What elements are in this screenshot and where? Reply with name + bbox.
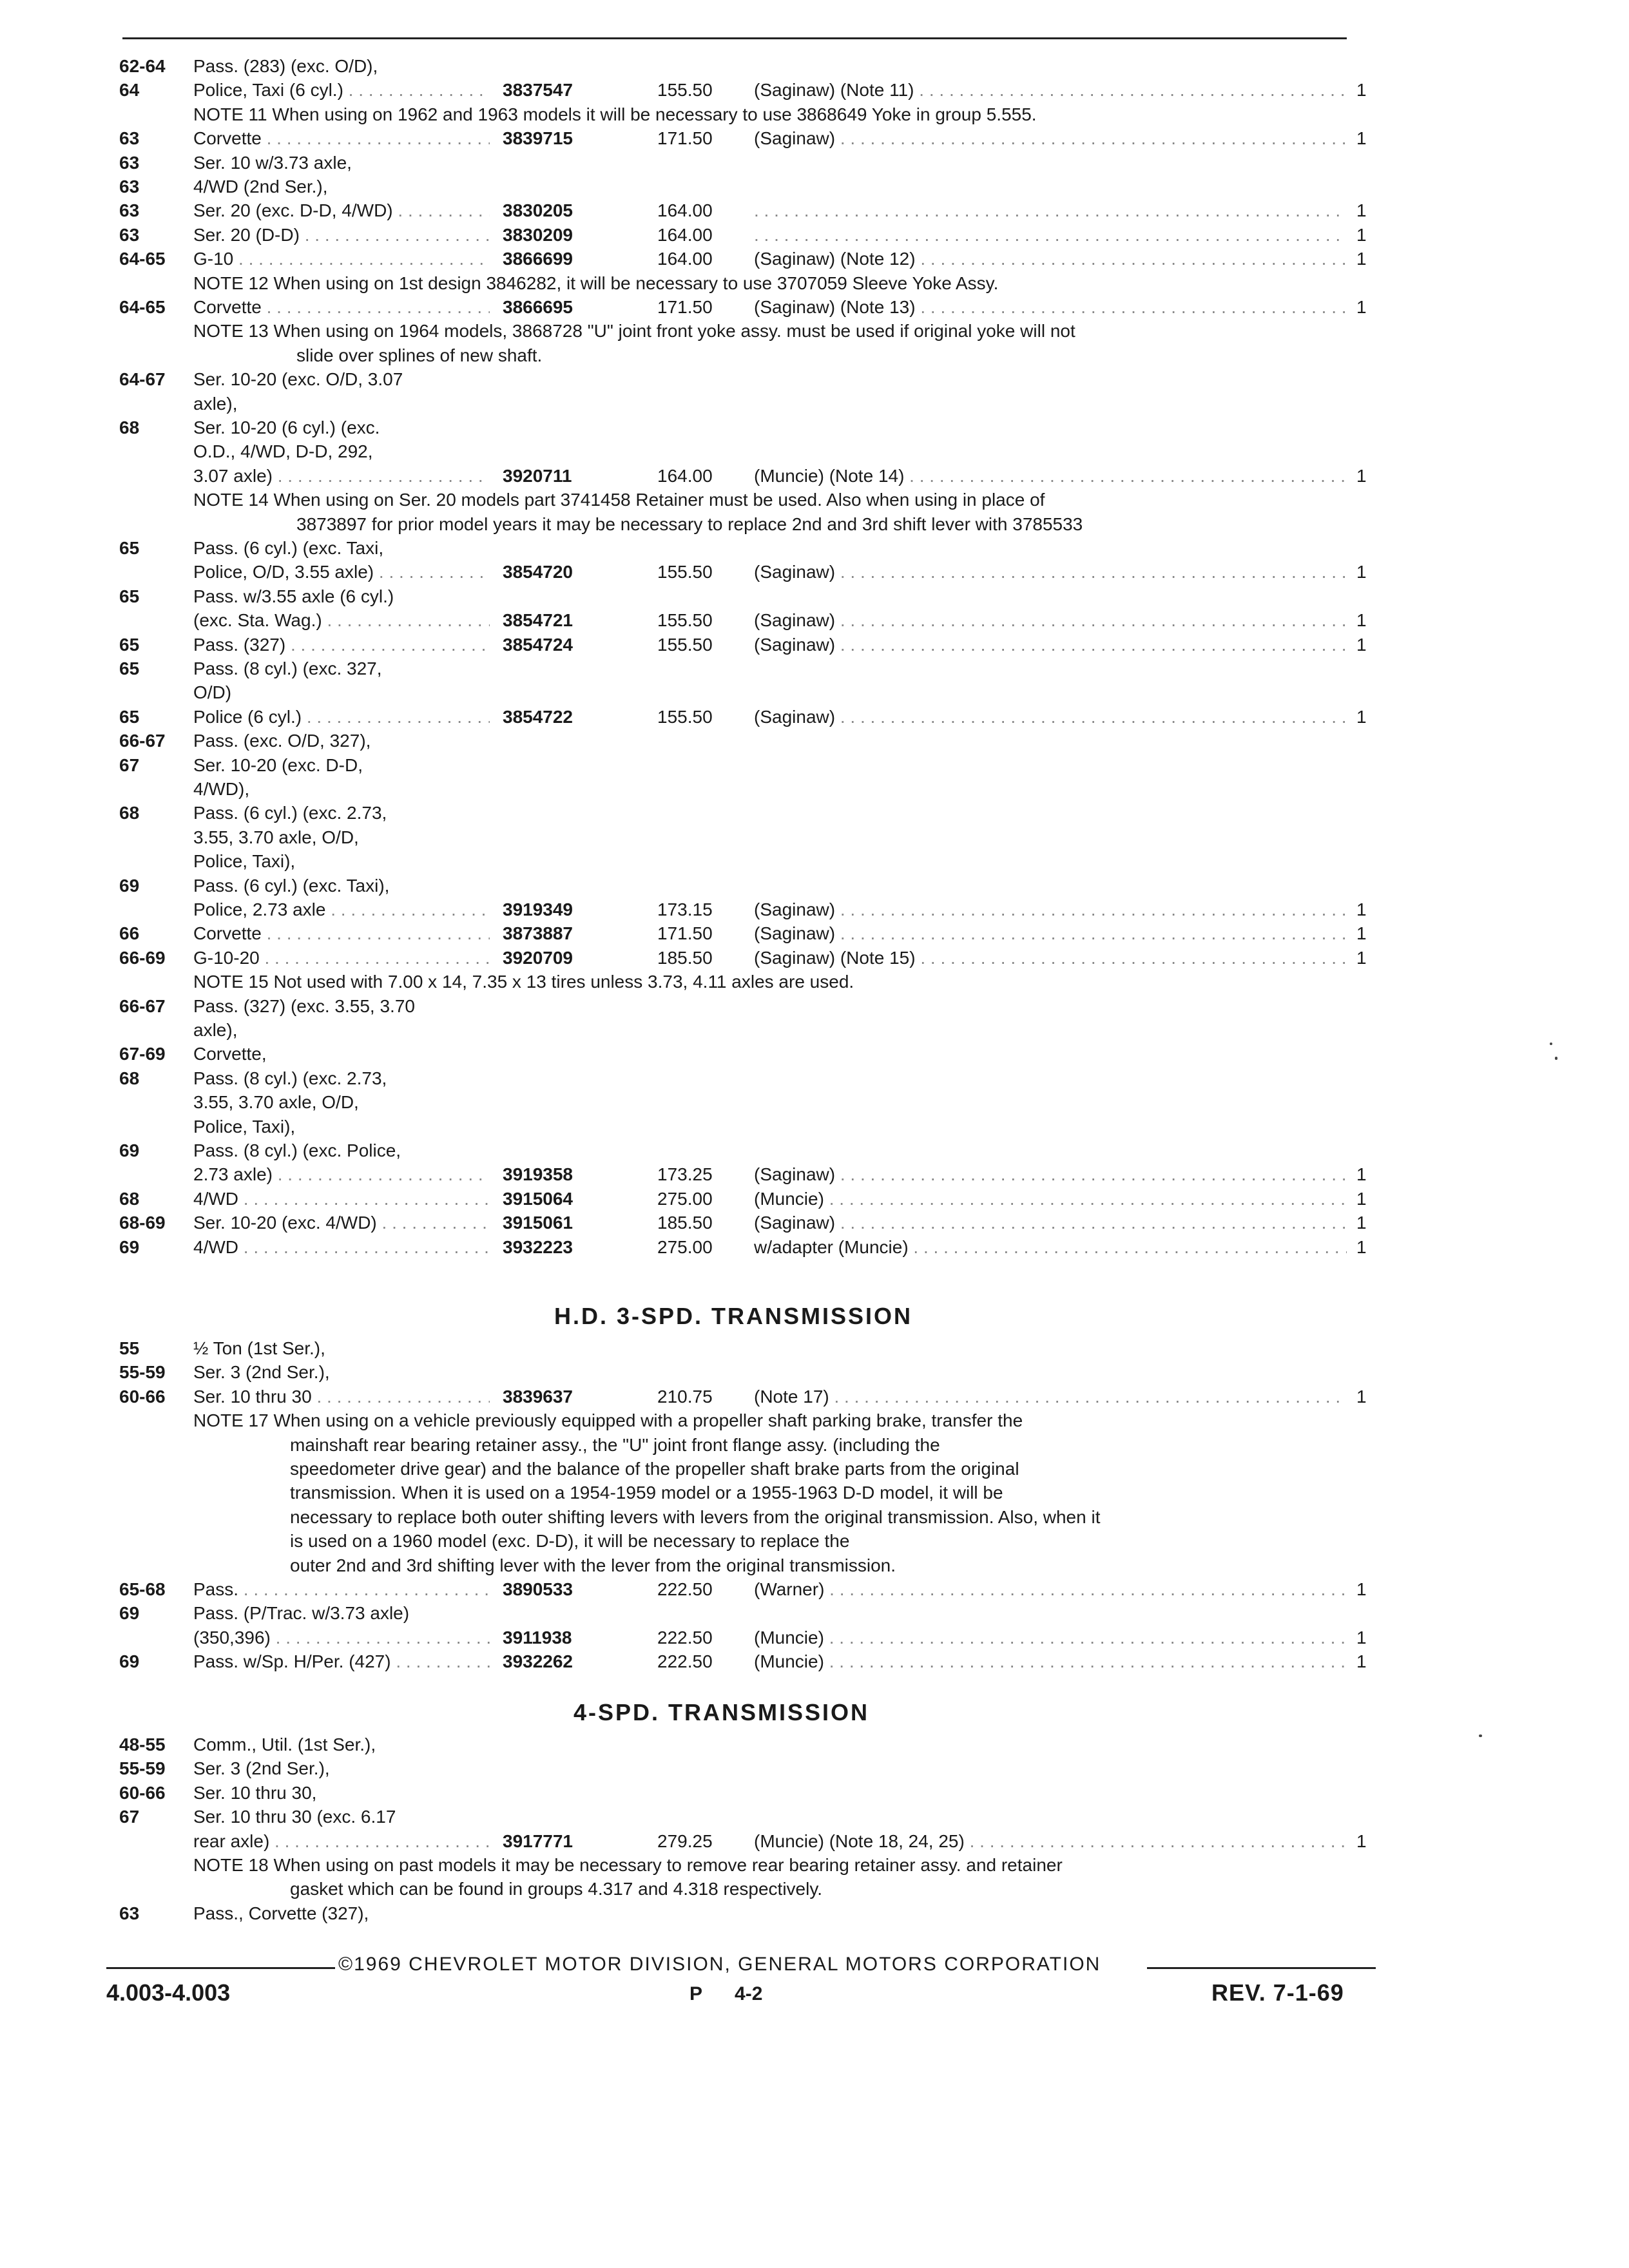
- list-item: [0, 1361, 1629, 1387]
- quantity: 1: [1356, 465, 1367, 486]
- application-description: Ser. 10 thru 30,: [193, 1782, 317, 1803]
- quantity: 1: [1356, 1651, 1367, 1672]
- application-description: O.D., 4/WD, D-D, 292,: [193, 441, 373, 462]
- application-description: 4/WD (2nd Ser.),: [193, 177, 328, 197]
- model-year: 66-69: [119, 947, 166, 968]
- list-price: 155.50: [657, 706, 713, 727]
- quantity: 1: [1356, 610, 1367, 631]
- application-description: Pass. (8 cyl.) (exc. Police,: [193, 1140, 401, 1160]
- application-description: Comm., Util. (1st Ser.),: [193, 1735, 376, 1754]
- model-year: 63: [119, 152, 140, 173]
- application-description: Pass. (8 cyl.) (exc. 2.73,: [193, 1068, 387, 1088]
- quantity: 1: [1356, 1386, 1367, 1407]
- model-year: 66-67: [119, 731, 166, 751]
- model-year: 68: [119, 803, 140, 823]
- application-description: Pass. w/Sp. H/Per. (427) . . .: [193, 1650, 490, 1673]
- part-number: 3837547: [503, 80, 574, 101]
- list-item: [0, 585, 1629, 611]
- list-item: [0, 1337, 1629, 1363]
- model-year: 69: [119, 1603, 140, 1624]
- remarks: (Warner) . . .: [754, 1578, 1347, 1601]
- list-price: 185.50: [657, 1213, 713, 1233]
- note-text: NOTE 12 When using on 1st design 3846282, it will be necessary to use 3707059 Sleeve Yoke Assy.: [193, 273, 999, 293]
- model-year: 66-67: [119, 995, 166, 1016]
- list-item: [0, 1236, 1629, 1262]
- model-year: 69: [119, 1236, 140, 1257]
- list-item: [0, 1805, 1629, 1831]
- remarks: [754, 224, 1347, 247]
- application-description: Pass. (6 cyl.) (exc. 2.73,: [193, 803, 387, 823]
- list-item: [0, 1139, 1629, 1165]
- list-item: [0, 55, 1629, 81]
- list-item: [0, 874, 1629, 900]
- copyright-line: ©1969 CHEVROLET MOTOR DIVISION, GENERAL MOTORS CORPORATION: [338, 1954, 1101, 1975]
- list-price: 164.00: [657, 465, 713, 486]
- list-item: [0, 609, 1629, 635]
- part-number: 3932262: [503, 1651, 574, 1672]
- application-description: Ser. 10-20 (exc. O/D, 3.07: [193, 369, 403, 390]
- list-item: [0, 1578, 1629, 1604]
- list-item: [0, 440, 1629, 466]
- top-rule: [122, 37, 1347, 39]
- remarks: (Note 17) . . .: [754, 1385, 1347, 1408]
- remarks: [754, 199, 1347, 222]
- list-item: [0, 633, 1629, 659]
- list-price: 173.15: [657, 899, 713, 919]
- application-description: Pass. (327) . . .: [193, 633, 490, 657]
- part-number: 3919349: [503, 899, 574, 919]
- quantity: 1: [1356, 128, 1367, 149]
- note-text: NOTE 14 When using on Ser. 20 models part 3741458 Retainer must be used. Also when using in place of: [193, 490, 1045, 510]
- quantity: 1: [1356, 1831, 1367, 1851]
- application-description: Ser. 10-20 (exc. D-D,: [193, 754, 363, 775]
- application-description: Police, O/D, 3.55 axle) . . .: [193, 561, 490, 584]
- note-text: NOTE 11 When using on 1962 and 1963 models it will be necessary to use 3868649 Yoke in group 5.555.: [193, 104, 1037, 124]
- application-description: Pass. w/3.55 axle (6 cyl.): [193, 586, 394, 606]
- note-text: mainshaft rear bearing retainer assy., the "U" joint front flange assy. (including the: [290, 1434, 940, 1455]
- application-description: 4/WD),: [193, 779, 250, 799]
- remarks: (Muncie) . . .: [754, 1626, 1347, 1649]
- application-description: Police, Taxi),: [193, 851, 296, 872]
- scan-speck: [1479, 1735, 1482, 1737]
- model-year: 65: [119, 538, 140, 558]
- application-description: G-10-20 . . .: [193, 947, 490, 970]
- part-number: 3854724: [503, 634, 574, 655]
- list-item: [0, 79, 1629, 104]
- application-description: Police, Taxi),: [193, 1116, 296, 1137]
- application-description: (exc. Sta. Wag.) . . .: [193, 609, 490, 632]
- application-description: Pass. (6 cyl.) (exc. Taxi,: [193, 538, 384, 558]
- note-text: slide over splines of new shaft.: [296, 345, 543, 365]
- model-year: 68: [119, 1188, 140, 1209]
- page-num: 4-2: [735, 1983, 763, 2004]
- model-year: 65: [119, 706, 140, 727]
- remarks: (Saginaw) . . .: [754, 1163, 1347, 1186]
- note-text: is used on a 1960 model (exc. D-D), it will be necessary to replace the: [290, 1531, 850, 1552]
- 4spd-section-title: 4-SPD. TRANSMISSION: [574, 1699, 870, 1725]
- application-description: Ser. 10 thru 30 . . .: [193, 1385, 490, 1408]
- application-description: Pass. (exc. O/D, 327),: [193, 731, 371, 751]
- model-year: 60-66: [119, 1782, 166, 1803]
- list-item: [0, 947, 1629, 972]
- note-text: speedometer drive gear) and the balance of the propeller shaft brake parts from the original: [290, 1459, 1019, 1479]
- quantity: 1: [1356, 706, 1367, 727]
- list-item: [0, 1902, 1629, 1928]
- part-number: 3873887: [503, 923, 574, 944]
- list-item: [0, 465, 1629, 490]
- part-number: 3920711: [503, 465, 572, 486]
- application-description: G-10 . . .: [193, 247, 490, 271]
- part-number: 3839715: [503, 128, 574, 149]
- quantity: 1: [1356, 80, 1367, 101]
- model-year: 63: [119, 128, 140, 149]
- quantity: 1: [1356, 947, 1367, 968]
- list-item: [0, 1019, 1629, 1044]
- model-year: 67: [119, 754, 140, 775]
- revision-date: REV. 7-1-69: [1211, 1979, 1344, 2006]
- application-description: Police, Taxi (6 cyl.) . . .: [193, 79, 490, 102]
- list-item: [0, 1043, 1629, 1068]
- list-item: [0, 199, 1629, 225]
- remarks: (Saginaw) . . .: [754, 633, 1347, 657]
- remarks: w/adapter (Muncie) . . .: [754, 1236, 1347, 1259]
- remarks: (Saginaw) . . .: [754, 922, 1347, 945]
- model-year: 55-59: [119, 1758, 166, 1779]
- list-item: [0, 754, 1629, 780]
- list-item: [0, 1187, 1629, 1213]
- list-price: 164.00: [657, 249, 713, 269]
- application-description: Ser. 10-20 (6 cyl.) (exc.: [193, 418, 380, 437]
- part-number: 3915064: [503, 1188, 574, 1209]
- list-price: 173.25: [657, 1164, 713, 1185]
- part-number: 3919358: [503, 1164, 574, 1185]
- application-description: axle),: [193, 393, 238, 414]
- model-year: 66: [119, 923, 140, 944]
- note-text: necessary to replace both outer shifting levers with levers from the original transmission. Also, when it: [290, 1506, 1101, 1527]
- quantity: 1: [1356, 1164, 1367, 1185]
- list-price: 171.50: [657, 128, 713, 149]
- list-item: [0, 1067, 1629, 1093]
- application-description: Pass. (8 cyl.) (exc. 327,: [193, 658, 382, 678]
- application-description: Pass. (P/Trac. w/3.73 axle): [193, 1603, 410, 1624]
- model-year: 69: [119, 1140, 140, 1160]
- list-item: [0, 368, 1629, 394]
- remarks: (Saginaw) (Note 11) . . .: [754, 79, 1347, 102]
- model-year: 64-65: [119, 249, 166, 269]
- note-text: NOTE 13 When using on 1964 models, 3868728 "U" joint front yoke assy. must be used if original yoke will not: [193, 321, 1075, 341]
- part-number: 3932223: [503, 1236, 574, 1257]
- list-price: 275.00: [657, 1188, 713, 1209]
- remarks: (Muncie) . . .: [754, 1650, 1347, 1673]
- application-description: 2.73 axle) . . .: [193, 1163, 490, 1186]
- list-item: [0, 537, 1629, 562]
- model-year: 65: [119, 634, 140, 655]
- list-item: [0, 1830, 1629, 1856]
- application-description: rear axle) . . .: [193, 1830, 490, 1853]
- list-item: [0, 1602, 1629, 1628]
- note-text: outer 2nd and 3rd shifting lever with the lever from the original transmission.: [290, 1555, 896, 1575]
- part-number: 3854720: [503, 562, 574, 582]
- application-description: (350,396) . . .: [193, 1626, 490, 1649]
- list-item: [0, 778, 1629, 803]
- list-item: [0, 224, 1629, 249]
- application-description: Ser. 3 (2nd Ser.),: [193, 1758, 330, 1779]
- footer-rule-left: [106, 1967, 335, 1969]
- remarks: (Muncie) . . .: [754, 1187, 1347, 1211]
- remarks: (Muncie) (Note 14) . . .: [754, 465, 1347, 488]
- list-item: [0, 1211, 1629, 1237]
- quantity: 1: [1356, 899, 1367, 919]
- list-price: 155.50: [657, 610, 713, 631]
- model-year: 63: [119, 177, 140, 197]
- footer-rule-right: [1147, 1967, 1376, 1969]
- application-description: Corvette . . .: [193, 296, 490, 319]
- list-item: [0, 826, 1629, 852]
- note-text: NOTE 17 When using on a vehicle previously equipped with a propeller shaft parking brake, transfer the: [193, 1410, 1023, 1431]
- application-description: Pass. (283) (exc. O/D),: [193, 56, 378, 76]
- part-number: 3830205: [503, 200, 574, 221]
- list-item: [0, 1650, 1629, 1676]
- application-description: Corvette,: [193, 1044, 267, 1064]
- list-item: [0, 175, 1629, 201]
- quantity: 1: [1356, 224, 1367, 245]
- list-price: 222.50: [657, 1651, 713, 1672]
- model-year: 65-68: [119, 1579, 166, 1599]
- quantity: 1: [1356, 1236, 1367, 1257]
- list-item: [0, 1733, 1629, 1759]
- application-description: Pass., Corvette (327),: [193, 1903, 369, 1923]
- quantity: 1: [1356, 923, 1367, 944]
- model-year: 65: [119, 586, 140, 606]
- application-description: axle),: [193, 1020, 238, 1040]
- remarks: (Saginaw) . . .: [754, 561, 1347, 584]
- quantity: 1: [1356, 634, 1367, 655]
- part-number: 3915061: [503, 1213, 574, 1233]
- note-text: transmission. When it is used on a 1954-1959 model or a 1955-1963 D-D model, it will be: [290, 1483, 1003, 1503]
- application-description: Pass. (327) (exc. 3.55, 3.70: [193, 995, 415, 1016]
- application-description: Pass. . . .: [193, 1578, 490, 1601]
- list-item: [0, 995, 1629, 1021]
- list-item: [0, 850, 1629, 876]
- application-description: Police (6 cyl.) . . .: [193, 706, 490, 729]
- note-text: gasket which can be found in groups 4.317 and 4.318 respectively.: [290, 1879, 823, 1899]
- remarks: (Saginaw) . . .: [754, 609, 1347, 632]
- list-price: 155.50: [657, 634, 713, 655]
- list-item: [0, 898, 1629, 924]
- remarks: (Muncie) (Note 18, 24, 25) . . .: [754, 1830, 1347, 1853]
- quantity: 1: [1356, 297, 1367, 317]
- quantity: 1: [1356, 200, 1367, 221]
- quantity: 1: [1356, 562, 1367, 582]
- application-description: Ser. 3 (2nd Ser.),: [193, 1362, 330, 1383]
- application-description: Ser. 10-20 (exc. 4/WD) . . .: [193, 1211, 490, 1235]
- scan-speck: [1555, 1057, 1557, 1060]
- application-description: Ser. 20 (D-D) . . .: [193, 224, 490, 247]
- list-item: [0, 681, 1629, 707]
- page-number: [689, 1983, 762, 2005]
- list-item: [0, 706, 1629, 731]
- remarks: (Saginaw) . . .: [754, 706, 1347, 729]
- list-item: [0, 1115, 1629, 1141]
- part-number: 3839637: [503, 1386, 574, 1407]
- model-year: 67: [119, 1807, 140, 1827]
- list-item: [0, 657, 1629, 683]
- model-year: 69: [119, 1651, 140, 1672]
- list-price: 279.25: [657, 1831, 713, 1851]
- remarks: (Saginaw) . . .: [754, 127, 1347, 150]
- application-description: 4/WD . . .: [193, 1187, 490, 1211]
- list-price: 275.00: [657, 1236, 713, 1257]
- model-year: 64: [119, 80, 140, 101]
- list-item: [0, 296, 1629, 322]
- model-year: 64-67: [119, 369, 166, 390]
- quantity: 1: [1356, 1188, 1367, 1209]
- quantity: 1: [1356, 1213, 1367, 1233]
- list-item: [0, 1757, 1629, 1783]
- list-price: 164.00: [657, 200, 713, 221]
- list-item: [0, 802, 1629, 827]
- application-description: Corvette . . .: [193, 127, 490, 150]
- application-description: Pass. (6 cyl.) (exc. Taxi),: [193, 875, 390, 896]
- application-description: 3.55, 3.70 axle, O/D,: [193, 1092, 359, 1113]
- part-number: 3866695: [503, 297, 574, 317]
- application-description: O/D): [193, 682, 232, 703]
- model-year: 64-65: [119, 297, 166, 317]
- list-item: [0, 1626, 1629, 1652]
- group-number: 4.003-4.003: [106, 1979, 231, 2006]
- list-price: 171.50: [657, 297, 713, 317]
- list-item: [0, 729, 1629, 755]
- list-item: [0, 1163, 1629, 1189]
- part-number: 3920709: [503, 947, 574, 968]
- model-year: 67-69: [119, 1044, 166, 1064]
- list-price: 185.50: [657, 947, 713, 968]
- list-item: [0, 392, 1629, 418]
- quantity: 1: [1356, 1627, 1367, 1648]
- model-year: 48-55: [119, 1735, 166, 1754]
- model-year: 60-66: [119, 1386, 166, 1407]
- list-price: 171.50: [657, 923, 713, 944]
- list-price: 155.50: [657, 80, 713, 101]
- page-letter: P: [689, 1983, 703, 2004]
- application-description: Police, 2.73 axle . . .: [193, 898, 490, 921]
- remarks: (Saginaw) (Note 12) . . .: [754, 247, 1347, 271]
- list-item: [0, 416, 1629, 442]
- list-price: 210.75: [657, 1386, 713, 1407]
- quantity: 1: [1356, 1579, 1367, 1599]
- model-year: 63: [119, 200, 140, 221]
- application-description: 4/WD . . .: [193, 1236, 490, 1259]
- application-description: ½ Ton (1st Ser.),: [193, 1338, 325, 1358]
- model-year: 63: [119, 1903, 140, 1923]
- list-item: [0, 1782, 1629, 1807]
- list-item: [0, 922, 1629, 948]
- remarks: (Saginaw) . . .: [754, 898, 1347, 921]
- part-number: 3866699: [503, 249, 574, 269]
- list-item: [0, 127, 1629, 153]
- model-year: 68: [119, 1068, 140, 1088]
- part-number: 3890533: [503, 1579, 574, 1599]
- list-item: [0, 1385, 1629, 1411]
- list-price: 222.50: [657, 1579, 713, 1599]
- model-year: 69: [119, 875, 140, 896]
- part-number: 3911938: [503, 1627, 572, 1648]
- quantity: 1: [1356, 249, 1367, 269]
- remarks: (Saginaw) (Note 15) . . .: [754, 947, 1347, 970]
- model-year: 55-59: [119, 1362, 166, 1383]
- scan-speck: [1550, 1043, 1552, 1045]
- list-price: 164.00: [657, 224, 713, 245]
- note-text: NOTE 15 Not used with 7.00 x 14, 7.35 x 13 tires unless 3.73, 4.11 axles are used.: [193, 972, 854, 992]
- model-year: 62-64: [119, 56, 166, 76]
- model-year: 63: [119, 224, 140, 245]
- part-number: 3830209: [503, 224, 574, 245]
- note-text: 3873897 for prior model years it may be necessary to replace 2nd and 3rd shift lever with 3785533: [296, 514, 1083, 534]
- model-year: 55: [119, 1338, 140, 1358]
- list-item: [0, 247, 1629, 273]
- list-item: [0, 1091, 1629, 1117]
- part-number: 3854721: [503, 610, 574, 631]
- part-number: 3854722: [503, 706, 574, 727]
- part-number: 3917771: [503, 1831, 574, 1851]
- application-description: 3.55, 3.70 axle, O/D,: [193, 827, 359, 847]
- model-year: 65: [119, 658, 140, 678]
- application-description: Ser. 10 thru 30 (exc. 6.17: [193, 1807, 396, 1827]
- model-year: 68: [119, 418, 140, 437]
- application-description: Corvette . . .: [193, 922, 490, 945]
- application-description: Ser. 20 (exc. D-D, 4/WD) . . .: [193, 199, 490, 222]
- model-year: 68-69: [119, 1213, 166, 1233]
- remarks: (Saginaw) . . .: [754, 1211, 1347, 1235]
- note-text: NOTE 18 When using on past models it may be necessary to remove rear bearing retainer assy. and retainer: [193, 1855, 1063, 1875]
- list-item: [0, 151, 1629, 177]
- list-price: 155.50: [657, 562, 713, 582]
- list-price: 222.50: [657, 1627, 713, 1648]
- list-item: [0, 561, 1629, 586]
- application-description: Ser. 10 w/3.73 axle,: [193, 152, 352, 173]
- remarks: (Saginaw) (Note 13) . . .: [754, 296, 1347, 319]
- hd3-section-title: H.D. 3-SPD. TRANSMISSION: [554, 1303, 913, 1329]
- application-description: 3.07 axle) . . .: [193, 465, 490, 488]
